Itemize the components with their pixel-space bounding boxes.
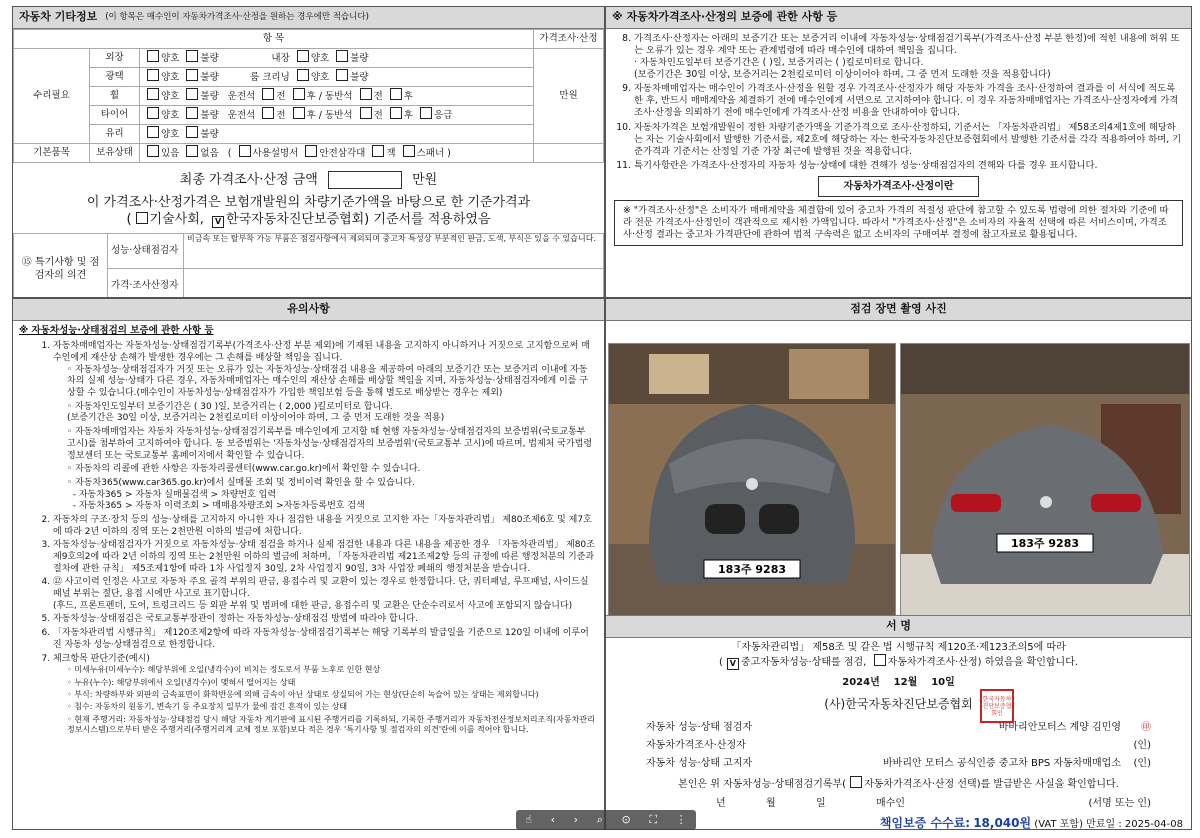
- other-info-subtitle: (이 항목은 매수인이 자동차가격조사·산정을 원하는 경우에만 적습니다): [105, 11, 369, 22]
- note-1-f: [67, 478, 596, 513]
- zoom-button[interactable]: ⌕: [596, 812, 603, 826]
- row-exterior-label: 외장: [90, 49, 140, 68]
- front-label: 전: [276, 110, 286, 122]
- receipt-a: 본인은 위 자동차성능·상태점검기록부(: [678, 778, 847, 790]
- spanner-label: 스패너 ): [416, 148, 451, 160]
- final-price-label: 최종 가격조사·산정 금액: [179, 172, 318, 188]
- buyer-row: [606, 797, 1191, 810]
- exterior-bad-checkbox[interactable]: [186, 50, 198, 62]
- front-plate-text: 183주 9283: [717, 563, 787, 576]
- notes-header: 유의사항: [13, 299, 604, 321]
- note-7: [53, 654, 596, 736]
- fee-value: 18,040원: [973, 815, 1032, 830]
- law-line-1: 「자동차관리법」 제58조 및 같은 법 시행규칙 제120조·제123조의5에 따라: [731, 642, 1066, 653]
- basic-items-label: 기본품목: [14, 144, 90, 163]
- holding-label: 보유상태: [90, 144, 140, 163]
- wheel-good-checkbox[interactable]: [147, 88, 159, 100]
- item-8-sub: · 자동차인도일부터 보증기간은 ( )일, 보증거리는 ( )킬로미터로 합니다.: [634, 57, 924, 69]
- rear-plate-text: 183주 9283: [1010, 537, 1080, 550]
- tire-driver-front-checkbox[interactable]: [262, 107, 274, 119]
- buyer-label: 매수인: [876, 797, 905, 809]
- receipt-b: 자동차가격조사·산정 선택)를 발급받은 사실을 확인합니다.: [864, 778, 1119, 790]
- repair-needed-label: 수리필요: [14, 49, 90, 144]
- inspection-checkbox[interactable]: V: [727, 658, 739, 670]
- law-line-2a: 중고자동차성능·상태를 점검,: [740, 657, 867, 668]
- receipt-checkbox[interactable]: [850, 776, 862, 788]
- front-label: 전: [373, 110, 383, 122]
- glass-good-checkbox[interactable]: [147, 126, 159, 138]
- tire-pass-front-checkbox[interactable]: [360, 107, 372, 119]
- jack-checkbox[interactable]: [372, 145, 384, 157]
- final-price-unit: 만원: [412, 172, 438, 188]
- prev-page-button[interactable]: ‹: [550, 812, 556, 826]
- holding-values: [140, 144, 534, 163]
- item-10: 10. 자동차가격은 보험개발원이 정한 차량기준가액을 기준가격으로 조사·산정하되, 기준서는 「자동차관리법」 제58조의4제1호에 해당하는 자는 기술사회에서 발행한 기준서를, 제2호에 해당하는 자는 한국자동차진단보증협회에서 발행한 기준서를 각각 적용하여야 하며, 기준가격과 기준서는 산정일 기준 가장 최근에 발행된 것을 적용합니다.: [634, 122, 1183, 158]
- holding-price-cell: [534, 144, 604, 163]
- viewer-toolbar: [516, 810, 696, 830]
- note-1-d: ◦ 자동차매매업자는 자동차 자동차성능·상태점검기록부를 매수인에게 고지할 때 현행 자동차성능·상태점검자의 보증범위(국토교통부 고시)를 첨부하여 고지하여야 합니다. 동 보증범위는 '자동차성능·상태점검자의 보증범위'(국토교통부 고시)에 따르며, 법제처 국가법령정보센터 또는 국토교통부 홈페이지에서 확인할 수 있습니다.: [67, 427, 596, 462]
- notes-body: [13, 341, 604, 741]
- sign-month: 12월: [893, 677, 918, 688]
- note-4: [53, 577, 596, 612]
- criteria-item: ◦ 침수: 자동차의 원동기, 변속기 등 주요장치 일부가 물에 잠긴 흔적이 있는 상태: [67, 702, 596, 712]
- note-4-text: ⑫ 사고이력 인정은 사고로 자동차 주요 골격 부위의 판금, 용접수리 및 교환이 있는 경우로 한정합니다. 단, 쿼터패널, 루프패널, 사이드실패널 부위는 절단, 용접 시에만 사고로 표기합니다.: [53, 577, 589, 600]
- note-1-c2-text: (보증기간은 30일 이상, 보증거리는 2천킬로미터 이상이어야 하며, 그 중 먼저 도래한 것을 적용): [67, 413, 445, 424]
- interior-bad-checkbox[interactable]: [336, 50, 348, 62]
- spanner-checkbox[interactable]: [403, 145, 415, 157]
- org-row: [606, 695, 1191, 717]
- other-info-section: [12, 6, 605, 298]
- criteria-item: ◦ 현재 주행거리: 자동차성능·상태점검 당시 해당 자동차 계기판에 표시된 주행거리를 기록하되, 기록한 주행거리가 자동차전산정보처리조직(자동차관리정보시스템)으로부터 받은 주행거리(주행거리계 교체 정보 포함)보다 적은 경우 '특기사항 및 점검자의 의견'란에 이를 적어야 합니다.: [67, 715, 596, 736]
- rear-label: 후: [403, 91, 413, 103]
- fee-label: 책임보증 수수료:: [879, 815, 971, 830]
- manual-label: 사용설명서: [252, 148, 299, 160]
- front-car-image: [609, 344, 895, 618]
- note-7-text: 체크항목 판단기준(예시): [53, 653, 150, 664]
- item-8-text: 가격조사·산정자는 아래의 보증기간 또는 보증거리 이내에 자동차성능·상태점검기록부(가격조사·산정 부분 한정)에 적힌 내용에 허위 또는 오류가 있는 경우 계약 또는 관계법령에 따라 매수인에 대하여 책임을 집니다.: [634, 33, 1180, 57]
- driver-label: 운전석: [227, 110, 256, 122]
- note-1-c-text: 자동차인도일부터 보증기간은 ( 30 )일, 보증거리는 ( 2,000 )킬로미터로 합니다.: [75, 401, 393, 412]
- wheel-pass-rear-checkbox[interactable]: [390, 88, 402, 100]
- note-1-c: [67, 402, 596, 425]
- note-1-e: ◦ 자동차의 리콜에 관한 사항은 자동차리콜센터(www.car.go.kr)에서 확인할 수 있습니다.: [67, 464, 596, 476]
- inspector-name: 바바리안모터스 계양 김민영: [998, 721, 1121, 733]
- wheel-driver-front-checkbox[interactable]: [262, 88, 274, 100]
- wheel-bad-checkbox[interactable]: [186, 88, 198, 100]
- rear-label: 후: [306, 91, 316, 103]
- item-9: 9. 자동차매매업자는 매수인이 가격조사·산정을 원할 경우 가격조사·산정자가 해당 자동차 가격을 조사·산정하여 결과를 이 서식에 적도록 한 후, 반드시 매매계약을 체결하기 전에 매수인에게 서면으로 고지하여야 합니다. 이 경우 자동차매매업자는 가격조사·산정자에게 가격조사·산정을 의뢰하기 전에 매수인에게 가격조사·산정 비용을 안내하여야 합니다.: [634, 83, 1183, 119]
- good-label: 양호: [161, 53, 180, 65]
- note-3: 3. 자동차성능·상태점검자가 거짓으로 자동차성능·상태 점검을 하거나 실제 점검한 내용과 다른 내용을 제공한 경우 「자동차관리법」 제80조제9호의2에 따라 2년 이하의 징역 또는 2천만원 이하의 벌금에 처하며, 「자동차관리법 제21조제2항 등의 규정에 따른 행정처분의 기준과 절차에 관한 규칙」 제5조제1항에 따라 1차 사업정지 30일, 2차 사업정지 90일, 3차 사업장 폐쇄의 행정처분을 받습니다.: [53, 540, 596, 575]
- gloss-bad-checkbox[interactable]: [186, 69, 198, 81]
- holding-no-checkbox[interactable]: [186, 145, 198, 157]
- special-notes-label: ⑮ 특기사항 및 점검자의 의견: [14, 234, 108, 298]
- passenger-label: / 동반석: [318, 91, 353, 103]
- buyer-month: 월: [766, 797, 776, 809]
- rear-car-image: [901, 344, 1189, 618]
- rear-label: 후: [306, 110, 316, 122]
- rear-label: 후: [403, 110, 413, 122]
- photo-signature-section: [605, 298, 1192, 830]
- criteria-item: ◦ 누유(누수): 해당부위에서 오일(냉각수)이 맺혀서 떨어지는 상태: [67, 678, 596, 688]
- buyer-day: 일: [816, 797, 826, 809]
- kadia-label: 한국자동차진단보증협회) 기준서를 적용하였음: [226, 212, 491, 228]
- price-guarantee-header: ※ 자동차가격조사·산정의 보증에 관한 사항 등: [606, 7, 1191, 29]
- price-guarantee-section: [605, 6, 1192, 298]
- room-good-checkbox[interactable]: [297, 69, 309, 81]
- notes-section: [12, 298, 605, 830]
- tire-good-checkbox[interactable]: [147, 107, 159, 119]
- hand-tool-button[interactable]: ☝: [525, 812, 533, 826]
- row-tire-values: [140, 106, 534, 125]
- price-check-checkbox[interactable]: [874, 654, 886, 666]
- pricer-role: 자동차가격조사·산정자: [646, 739, 746, 751]
- triangle-checkbox[interactable]: [305, 145, 317, 157]
- more-button[interactable]: ⋮: [675, 812, 687, 826]
- row-glass-values: [140, 125, 534, 144]
- bad-label: 불량: [350, 53, 369, 65]
- row-gloss-values: [140, 68, 534, 87]
- row-gloss-label: 광택: [90, 68, 140, 87]
- interior-good-checkbox[interactable]: [297, 50, 309, 62]
- passenger-label: / 동반석: [318, 110, 353, 122]
- final-price-input[interactable]: [328, 171, 402, 189]
- note-4-b: (후드, 프론트펜더, 도어, 트렁크리드 등 외판 부위 및 범퍼에 대한 판금, 용접수리 및 교환은 단순수리로서 사고에 포함되지 않습니다): [53, 600, 573, 611]
- note-5: 5. 자동차성능·상태점검은 국토교통부장관이 정하는 자동차성능·상태점검 방법에 따라야 합니다.: [53, 614, 596, 626]
- note-2: 2. 자동차의 구조·장치 등의 성능·상태를 고지하지 아니한 자나 점검한 내용을 거짓으로 고지한 자는「자동차관리법」 제80조제6호 및 제7호에 따라 2년 이하의 징역 또는 2천만원 이하의 벌금에 처합니다.: [53, 515, 596, 538]
- bad-label: 불량: [200, 91, 219, 103]
- no-label: 없음: [200, 148, 219, 160]
- tire-bad-checkbox[interactable]: [186, 107, 198, 119]
- pricer-opinion-text: [184, 269, 604, 298]
- front-car-photo: [608, 343, 896, 619]
- bad-label: 불량: [200, 110, 219, 122]
- note-1-text: 1. 자동차매매업자는 자동차성능·상태점검기록부(가격조사·산정 부분 제외)에 기재된 내용을 고지하지 아니하거나 거짓으로 고지함으로써 매수인에게 재산상 손해가 발생한 경우에는 그 손해를 배상할 책임을 집니다.: [53, 341, 590, 364]
- price-def-box-title: 자동차가격조사·산정이란: [818, 176, 978, 197]
- row-wheel-label: 휠: [90, 87, 140, 106]
- sign-date: [606, 676, 1191, 689]
- item-8: [634, 33, 1183, 81]
- buyer-sign: (서명 또는 인): [1088, 797, 1151, 809]
- sign-year: 2024년: [842, 677, 880, 688]
- row-room-cleaning-label: 룸 크리닝: [250, 72, 290, 84]
- row-glass-label: 유리: [90, 125, 140, 144]
- kadia-checkbox[interactable]: V: [212, 216, 224, 228]
- wheel-pass-front-checkbox[interactable]: [360, 88, 372, 100]
- price-def-box-title-row: [614, 176, 1183, 197]
- row-tire-label: 타이어: [90, 106, 140, 125]
- pricer-seal: (인): [1133, 739, 1151, 751]
- row-wheel-values: [140, 87, 534, 106]
- notifier-row: [606, 757, 1191, 770]
- good-label: 양호: [161, 129, 180, 141]
- next-page-button[interactable]: ›: [573, 812, 579, 826]
- glass-bad-checkbox[interactable]: [186, 126, 198, 138]
- inspector-seal-icon: ㊞: [1141, 721, 1151, 733]
- rear-car-photo: [900, 343, 1190, 619]
- expire-date: 만료일 : 2025-04-08: [1086, 818, 1183, 830]
- room-bad-checkbox[interactable]: [336, 69, 348, 81]
- note-1-f2: - 자동차365 > 자동차 이력조회 > 매매용차량조회 >자동차등록번호 검색: [72, 501, 365, 512]
- good-label: 양호: [161, 110, 180, 122]
- good-label: 양호: [310, 53, 330, 65]
- tire-driver-rear-checkbox[interactable]: [293, 107, 305, 119]
- law-line-2b: 자동차가격조사·산정) 하였음을 확인합니다.: [887, 657, 1079, 668]
- fee-vat: (VAT 포함): [1034, 818, 1083, 830]
- tire-pass-rear-checkbox[interactable]: [390, 107, 402, 119]
- receipt-row: [606, 776, 1191, 791]
- col-item-header: 항 목: [14, 30, 534, 49]
- good-label: 양호: [161, 91, 180, 103]
- pricer-row: [606, 739, 1191, 752]
- emergency-label: 응급: [434, 110, 453, 122]
- buyer-year: 년: [716, 797, 726, 809]
- item-8-sub2: (보증기간은 30일 이상, 보증거리는 2천킬로미터 이상이어야 하며, 그 중 먼저 도래한 것을 적용합니다): [634, 69, 1051, 81]
- yes-label: 있음: [161, 148, 180, 160]
- bad-label: 불량: [200, 72, 219, 84]
- other-info-title: 자동차 기타정보: [19, 10, 98, 24]
- triangle-label: 안전삼각대: [319, 148, 366, 160]
- manual-checkbox[interactable]: [239, 145, 251, 157]
- bad-label: 불량: [200, 53, 219, 65]
- price-guarantee-body: [606, 29, 1191, 250]
- front-label: 전: [373, 91, 383, 103]
- note-1-b: ◦ 자동차성능·상태점검자가 거짓 또는 오류가 있는 자동차성능·상태점검 내용을 제공하여 아래의 보증기간 또는 보증거리 이내에 자동차의 실제 성능·상태가 다른 경우, 자동차매매업자는 매수인의 재산상 손해를 배상할 책임을 지며, 자동차성능·상태점검자에게 이를 구상할 수 있습니다.(매수인이 자동차성능·상태점검자가 가입한 책임보험 등을 통해 별도로 배상받는 경우는 제외): [67, 365, 596, 400]
- fullscreen-button[interactable]: ⛶: [649, 812, 658, 826]
- tech-society-checkbox[interactable]: [136, 212, 148, 224]
- law-line-2: ( V 중고자동차성능·상태를 점검, 자동차가격조사·산정) 하였음을 확인합니다.: [606, 654, 1191, 670]
- note-1: [53, 341, 596, 513]
- notes-section-title: ※ 자동차성능·상태점검의 보증에 관한 사항 등: [19, 325, 214, 336]
- special-notes-table: [13, 233, 604, 298]
- inspector-opinion-label: 성능·상태점검자: [108, 234, 184, 269]
- row-exterior-values: [140, 49, 534, 68]
- criteria-item: ◦ 미세누유(미세누수): 해당부위에 오일(냉각수)이 비치는 정도로서 부품 노후로 인한 현상: [67, 665, 596, 675]
- tire-emergency-checkbox[interactable]: [420, 107, 432, 119]
- item-11: 11. 특기사항란은 가격조사·산정자의 자동차 성능·상태에 대한 견해가 성능·상태점검자의 견해와 다를 경우 표시합니다.: [634, 160, 1183, 172]
- org-name: (사)한국자동차진단보증협회: [824, 697, 973, 711]
- paren-open: (: [227, 148, 232, 160]
- note-1-f-text: 자동차365(www.car365.go.kr)에서 실매물 조회 및 정비이력 확인을 할 수 있습니다.: [75, 477, 415, 488]
- org-seal-icon: 한국자동차진단보증협회인: [980, 689, 1014, 723]
- notifier-role: 자동차 성능·상태 고지자: [646, 757, 753, 769]
- unit-label: 만원: [534, 49, 604, 144]
- basis-text-1: 이 가격조사·산정가격은 보험개발원의 차량기준가액을 바탕으로 한 기준가격과: [86, 195, 531, 211]
- price-def-box: ※ "가격조사·산정"은 소비자가 매매계약을 체결함에 있어 중고차 가격의 적절성 판단에 참고할 수 있도록 법령에 의한 절차와 기준에 따라 전문 가격조사·산정인이 객관적으로 제시한 가액입니다. 따라서 "가격조사·산정"은 소비자의 자율적 선택에 따른 서비스이며, 가격조사·산정 결과는 중고차 가격판단에 관하여 법적 구속력은 없고 소비자의 구매여부 결정에 참고자료로 활용됩니다.: [614, 200, 1183, 246]
- target-button[interactable]: ⊙: [621, 812, 631, 826]
- holding-yes-checkbox[interactable]: [147, 145, 159, 157]
- other-info-table: [13, 29, 604, 163]
- gloss-good-checkbox[interactable]: [147, 69, 159, 81]
- bad-label: 불량: [200, 129, 219, 141]
- driver-label: 운전석: [227, 91, 256, 103]
- signature-header: 서 명: [606, 615, 1191, 638]
- front-label: 전: [276, 91, 286, 103]
- photo-header: 점검 장면 촬영 사진: [606, 299, 1191, 321]
- inspector-role: 자동차 성능·상태 점검자: [646, 721, 753, 733]
- tech-society-label: 기술사회,: [149, 212, 204, 228]
- good-label: 양호: [161, 72, 180, 84]
- wheel-driver-rear-checkbox[interactable]: [293, 88, 305, 100]
- final-price-row: [13, 171, 604, 189]
- other-info-header: [13, 7, 604, 29]
- note-1-f1: - 자동차365 > 자동차 실매물검색 > 차량번호 입력: [72, 489, 277, 500]
- inspector-row: [606, 721, 1191, 734]
- sign-day: 10일: [931, 677, 955, 688]
- criteria-item: ◦ 부식: 차량하부와 외판의 금속표면이 화학반응에 의해 금속이 아닌 상태로 상실되어 가는 현상(단순히 녹슬어 있는 상태는 제외합니다): [67, 690, 596, 700]
- notifier-seal: (인): [1133, 757, 1151, 769]
- note-6: 6. 「자동차관리법 시행규칙」 제120조제2항에 따라 자동차성능·상태점검기록부는 해당 기록부의 발급일을 기준으로 120일 이내에 이루어진 자동차 성능·상태점검으로 한정합니다.: [53, 628, 596, 651]
- inspector-opinion-text: 비금속 또는 탈부착 가능 부품은 점검사항에서 제외되며 중고차 특성상 부분적인 판금, 도색, 부식은 있을 수 있습니다.: [184, 234, 604, 269]
- jack-label: 잭: [386, 148, 396, 160]
- notifier-name: 바바리안 모터스 공식인증 중고차 BPS 자동차매매업소: [883, 757, 1121, 769]
- good-label: 양호: [310, 72, 330, 84]
- exterior-good-checkbox[interactable]: [147, 50, 159, 62]
- pricer-opinion-label: 가격·조사산정자: [108, 269, 184, 298]
- criteria-list: [53, 665, 596, 735]
- row-interior-label: 내장: [271, 53, 290, 65]
- signature-body: [606, 641, 1191, 830]
- bad-label: 불량: [350, 72, 369, 84]
- col-price-header: 가격조사·산정: [534, 30, 604, 49]
- basis-text-2: ( 기술사회, V 한국자동차진단보증협회) 기준서를 적용하였음: [126, 212, 491, 228]
